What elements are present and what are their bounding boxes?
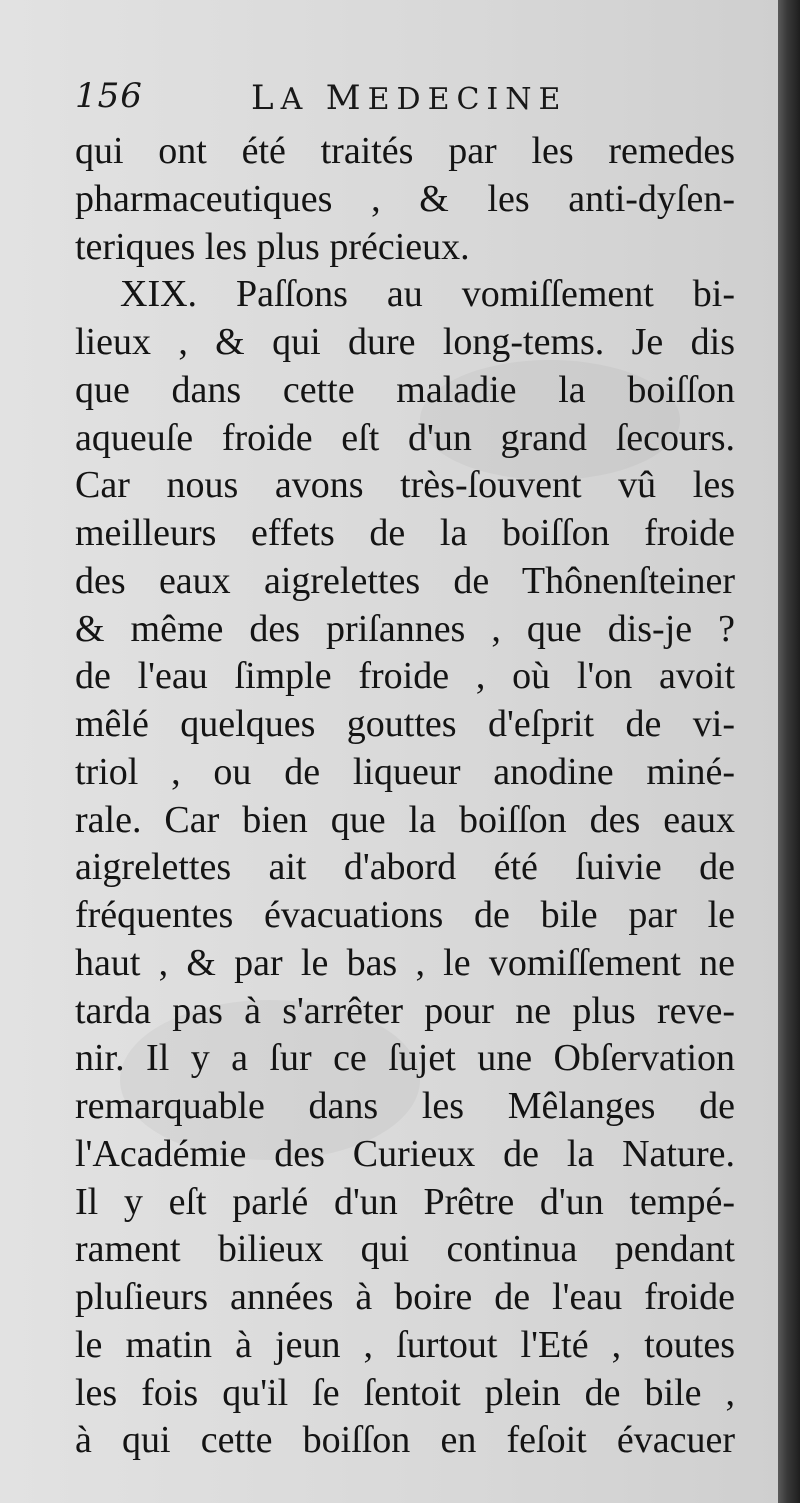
- text-line: pluſieurs années à boire de l'eau froide: [75, 1276, 735, 1318]
- text-line: Car nous avons très-ſouvent vû les: [75, 464, 735, 507]
- text-line: nir. Il y a ſur ce ſujet une Obſervation: [75, 1037, 735, 1080]
- text-line: rale. Car bien que la boiſſon des eaux: [75, 798, 735, 841]
- text-line: meilleurs effets de la boiſſon froide: [75, 512, 735, 554]
- text-line: les fois qu'il ſe ſentoit plein de bile ,: [75, 1371, 735, 1414]
- text-line: que dans cette maladie la boiſſon: [75, 368, 735, 411]
- running-title: LA MEDECINE: [251, 78, 568, 118]
- text-line: fréquentes évacuations de bile par le: [75, 894, 735, 936]
- body-text: [75, 128, 735, 1465]
- text-line: qui ont été traités par les remedes: [75, 130, 735, 172]
- text-line: triol , ou de liqueur anodine miné-: [75, 750, 735, 793]
- text-line: remarquable dans les Mêlanges de: [75, 1085, 735, 1127]
- text-line: tarda pas à s'arrêter pour ne plus reve-: [75, 989, 735, 1032]
- text-line: l'Académie des Curieux de la Nature.: [75, 1132, 735, 1175]
- text-line: à qui cette boiſſon en feſoit évacuer: [75, 1419, 735, 1462]
- text-line: mêlé quelques gouttes d'eſprit de vi-: [75, 703, 735, 745]
- text-line: aigrelettes ait d'abord été ſuivie de: [75, 846, 735, 889]
- page-number: 156: [75, 76, 143, 116]
- text-line: de l'eau ſimple froide , où l'on avoit: [75, 655, 735, 698]
- text-line: haut , & par le bas , le vomiſſement ne: [75, 941, 735, 984]
- text-line: XIX. Paſſons au vomiſſement bi-: [120, 273, 735, 316]
- text-line: & même des priſannes , que dis-je ?: [75, 607, 735, 650]
- page-edge-shadow: [778, 0, 800, 1503]
- text-line: Il y eſt parlé d'un Prêtre d'un tempé-: [75, 1180, 735, 1223]
- text-line: le matin à jeun , ſurtout l'Eté , toutes: [75, 1323, 735, 1366]
- text-line: des eaux aigrelettes de Thônenſteiner: [75, 559, 735, 602]
- text-line: rament bilieux qui continua pendant: [75, 1228, 735, 1271]
- text-line: aqueuſe froide eſt d'un grand ſecours.: [75, 416, 735, 459]
- text-line: lieux , & qui dure long-tems. Je dis: [75, 321, 735, 363]
- text-line: pharmaceutiques , & les anti-dyſen-: [75, 177, 735, 220]
- text-line: teriques les plus précieux.: [75, 225, 470, 268]
